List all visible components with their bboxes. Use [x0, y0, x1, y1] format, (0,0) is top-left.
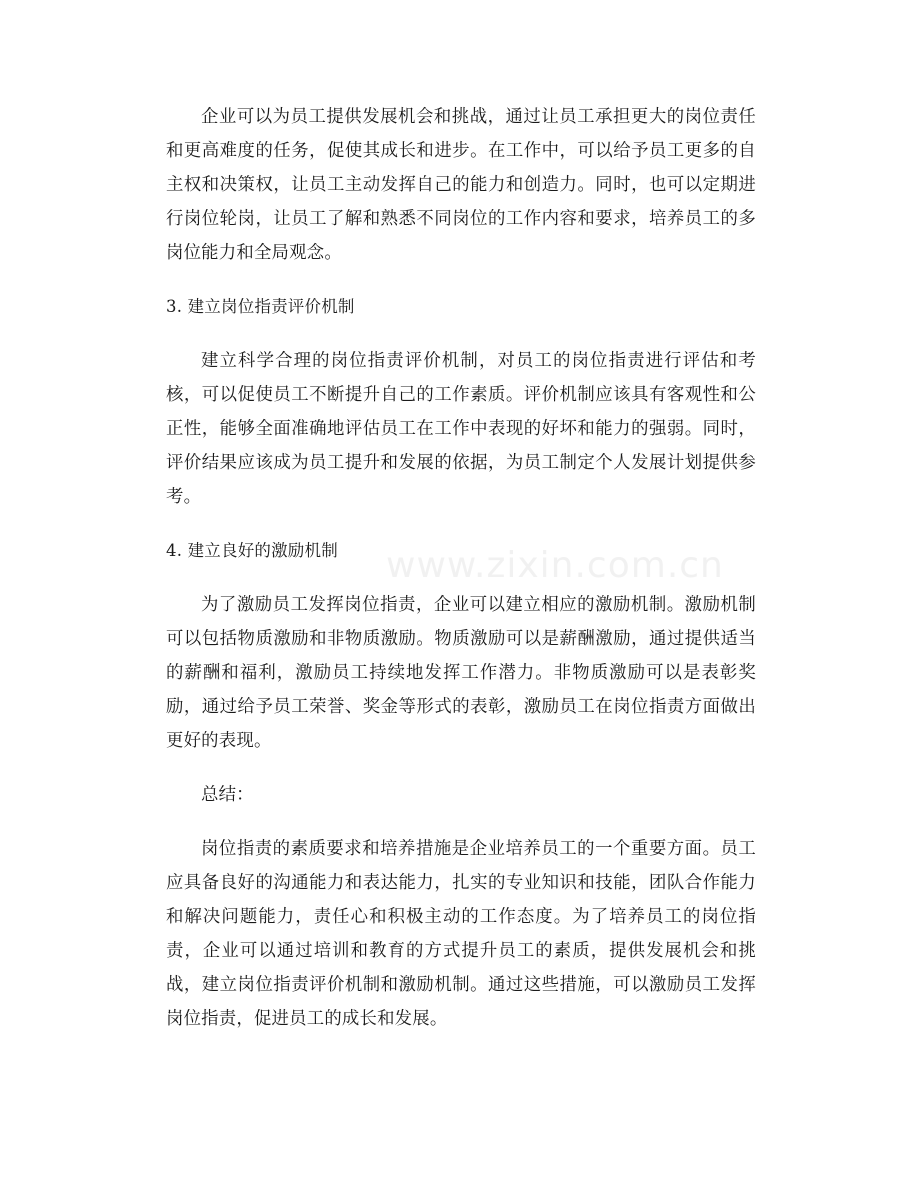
summary-label: 总结：: [201, 785, 254, 805]
watermark-text: www.zixin.com.cn: [386, 545, 724, 586]
section-heading-incentive-mechanism: 4. 建立良好的激励机制: [166, 541, 338, 560]
section-heading-evaluation-mechanism: 3. 建立岗位指责评价机制: [166, 297, 355, 316]
paragraph-summary: 岗位指责的素质要求和培养措施是企业培养员工的一个重要方面。员工应具备良好的沟通能力和表达能力，扎实的专业知识和技能，团队合作能力和解决问题能力，责任心和积极主动的工作态度。为了培养员工的岗位指责，企业可以通过培训和教育的方式提升员工的素质，提供发展机会和挑战，建立岗位指责评价机制和激励机制。通过这些措施，可以激励员工发挥岗位指责，促进员工的成长和发展。: [166, 839, 756, 1029]
paragraph-incentive-mechanism: 为了激励员工发挥岗位指责，企业可以建立相应的激励机制。激励机制可以包括物质激励和非物质激励。物质激励可以是薪酬激励，通过提供适当的薪酬和福利，激励员工持续地发挥工作潜力。非物质激励可以是表彰奖励，通过给予员工荣誉、奖金等形式的表彰，激励员工在岗位指责方面做出更好的表现。: [166, 595, 756, 751]
paragraph-development-opportunities: 企业可以为员工提供发展机会和挑战，通过让员工承担更大的岗位责任和更高难度的任务，促使其成长和进步。在工作中，可以给予员工更多的自主权和决策权，让员工主动发挥自己的能力和创造力。同时，也可以定期进行岗位轮岗，让员工了解和熟悉不同岗位的工作内容和要求，培养员工的多岗位能力和全局观念。: [166, 107, 756, 263]
paragraph-evaluation-mechanism: 建立科学合理的岗位指责评价机制，对员工的岗位指责进行评估和考核，可以促使员工不断提升自己的工作素质。评价机制应该具有客观性和公正性，能够全面准确地评估员工在工作中表现的好坏和能力的强弱。同时，评价结果应该成为员工提升和发展的依据，为员工制定个人发展计划提供参考。: [166, 351, 756, 507]
document-body: [166, 100, 756, 1036]
